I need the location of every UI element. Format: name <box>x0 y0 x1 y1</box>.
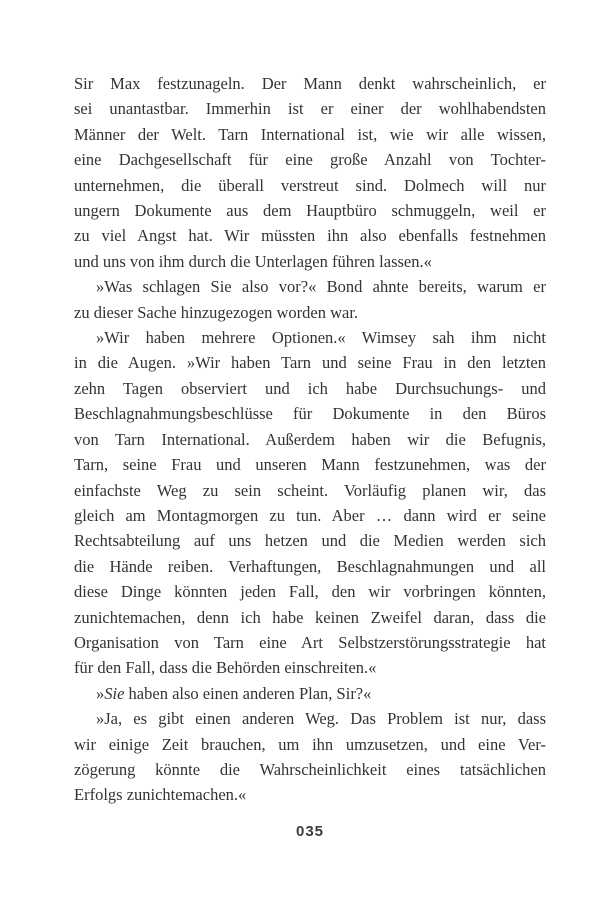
text-line <box>74 96 546 121</box>
text-line <box>74 274 546 299</box>
text-segment: eine Dachgesellschaft für eine große Anzahl von Tochter- <box>74 150 546 170</box>
text-line <box>74 71 546 96</box>
text-line <box>74 325 546 350</box>
page-number: 035 <box>295 823 325 840</box>
text-segment: »Ja, es gibt einen anderen Weg. Das Problem ist nur, dass <box>96 709 546 729</box>
text-line <box>74 401 546 426</box>
text-segment: in die Augen. »Wir haben Tarn und seine Frau in den letzten <box>74 353 546 373</box>
text-line <box>74 300 546 325</box>
text-segment: einfachste Weg zu sein scheint. Vorläufig planen wir, das <box>74 480 546 500</box>
text-line <box>74 732 546 757</box>
text-segment: haben also einen anderen Plan, Sir?« <box>124 683 372 703</box>
text-segment: zu dieser Sache hinzugezogen worden war. <box>74 302 359 322</box>
text-segment: zu viel Angst hat. Wir müssten ihn also ebenfalls festnehmen <box>74 226 546 246</box>
text-segment: für den Fall, dass die Behörden einschreiten.« <box>74 658 377 678</box>
text-line <box>74 782 546 807</box>
text-line <box>74 757 546 782</box>
text-segment: zehn Tagen observiert und ich habe Durchsuchungs- und <box>74 378 546 398</box>
text-line <box>74 579 546 604</box>
text-segment: diese Dinge könnten jeden Fall, den wir vorbringen könnten, <box>74 582 546 602</box>
text-line <box>74 706 546 731</box>
text-segment: und uns von ihm durch die Unterlagen führen lassen.« <box>74 251 432 271</box>
text-segment: Männer der Welt. Tarn International ist, wie wir alle wissen, <box>74 124 546 144</box>
text-segment: zunichtemachen, denn ich habe keinen Zweifel daran, dass die <box>74 607 546 627</box>
text-segment: »Wir haben mehrere Optionen.« Wimsey sah ihm nicht <box>96 328 546 348</box>
text-line <box>74 554 546 579</box>
text-segment: Sir Max festzunageln. Der Mann denkt wahrscheinlich, er <box>74 74 546 93</box>
text-segment: » <box>96 683 105 703</box>
text-segment: sei unantastbar. Immerhin ist er einer der wohlhabendsten <box>74 99 546 119</box>
text-line <box>74 605 546 630</box>
page-text <box>74 71 546 808</box>
text-line <box>74 503 546 528</box>
text-line <box>74 427 546 452</box>
text-line <box>74 452 546 477</box>
text-segment: Beschlagnahmungsbeschlüsse für Dokumente in den Büros <box>74 404 546 424</box>
text-segment: die Hände reiben. Verhaftungen, Beschlagnahmungen und all <box>74 556 546 576</box>
text-segment: zögerung könnte die Wahrscheinlichkeit eines tatsächlichen <box>74 759 546 779</box>
text-segment: Organisation von Tarn eine Art Selbstzerstörungsstrategie hat <box>74 632 546 652</box>
text-segment: von Tarn International. Außerdem haben wir die Befugnis, <box>74 429 546 449</box>
text-line <box>74 655 546 680</box>
text-segment: unternehmen, die überall verstreut sind. Dolmech will nur <box>74 175 546 195</box>
text-segment: ungern Dokumente aus dem Hauptbüro schmuggeln, weil er <box>74 201 546 221</box>
text-segment: »Was schlagen Sie also vor?« Bond ahnte bereits, warum er <box>96 277 546 297</box>
text-line <box>74 376 546 401</box>
text-line <box>74 681 546 706</box>
text-line <box>74 249 546 274</box>
text-segment-italic: Sie <box>104 683 125 703</box>
text-segment: gleich am Montagmorgen zu tun. Aber … dann wird er seine <box>74 505 546 525</box>
text-segment: wir einige Zeit brauchen, um ihn umzusetzen, und eine Ver- <box>74 734 546 754</box>
text-line <box>74 173 546 198</box>
text-line <box>74 147 546 172</box>
text-segment: Erfolgs zunichtemachen.« <box>74 785 247 805</box>
text-segment: Rechtsabteilung auf uns hetzen und die Medien werden sich <box>74 531 546 551</box>
text-line <box>74 223 546 248</box>
text-segment: Tarn, seine Frau und unseren Mann festzunehmen, was der <box>74 455 546 475</box>
text-line <box>74 122 546 147</box>
text-line <box>74 350 546 375</box>
text-line <box>74 478 546 503</box>
text-line <box>74 198 546 223</box>
text-line <box>74 528 546 553</box>
text-line <box>74 630 546 655</box>
